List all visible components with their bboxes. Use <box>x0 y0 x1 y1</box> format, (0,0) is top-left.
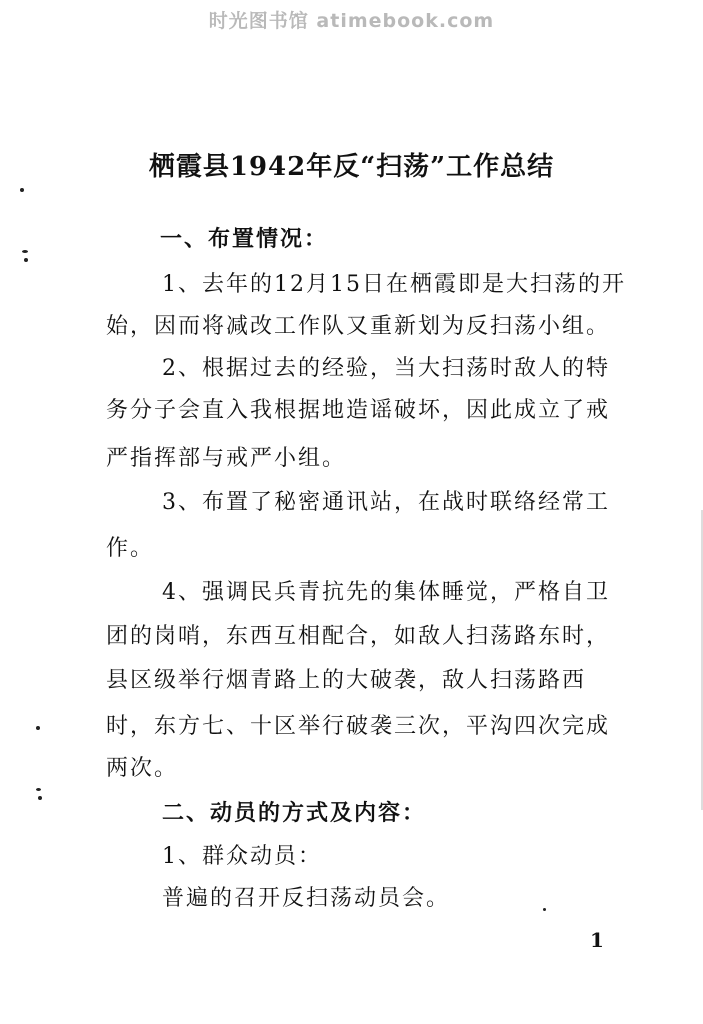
body-line: 县区级举行烟青路上的大破袭，敌人扫荡路西 <box>106 668 587 693</box>
scan-speck <box>38 796 42 800</box>
body-line: 严指挥部与戒严小组。 <box>106 446 347 471</box>
section-heading-one: 一、布置情况： <box>160 226 329 252</box>
body-line: 务分子会直入我根据地造谣破坏，因此成立了戒 <box>106 398 611 423</box>
body-line: 1、去年的12月15日在栖霞即是大扫荡的开 <box>162 272 626 297</box>
body-line: 普遍的召开反扫荡动员会。 <box>162 886 451 911</box>
scan-speck <box>20 188 24 192</box>
body-line: 2、根据过去的经验，当大扫荡时敌人的特 <box>162 356 610 381</box>
body-line: 1、群众动员： <box>162 844 322 869</box>
body-line: 4、强调民兵青抗先的集体睡觉，严格自卫 <box>162 580 610 605</box>
watermark: 时光图书馆 atimebook.com <box>208 10 495 32</box>
body-line: 时，东方七、十区举行破袭三次，平沟四次完成 <box>106 714 611 739</box>
body-line: 作。 <box>106 536 155 561</box>
body-line: 始，因而将减改工作队又重新划为反扫荡小组。 <box>106 314 611 339</box>
body-line: 3、布置了秘密通讯站，在战时联络经常工 <box>162 490 610 515</box>
body-line: 两次。 <box>106 756 179 781</box>
document-title: 栖霞县1942年反“扫荡”工作总结 <box>148 152 555 182</box>
section-heading-two: 二、动员的方式及内容： <box>162 800 427 826</box>
body-line: 团的岗哨，东西互相配合，如敌人扫荡路东时， <box>106 624 611 649</box>
scan-speck <box>36 726 40 730</box>
scan-speck <box>24 258 28 262</box>
page-number: 1 <box>590 928 604 952</box>
scan-speck <box>543 908 546 911</box>
scan-speck <box>36 788 41 791</box>
scan-speck <box>22 250 28 253</box>
